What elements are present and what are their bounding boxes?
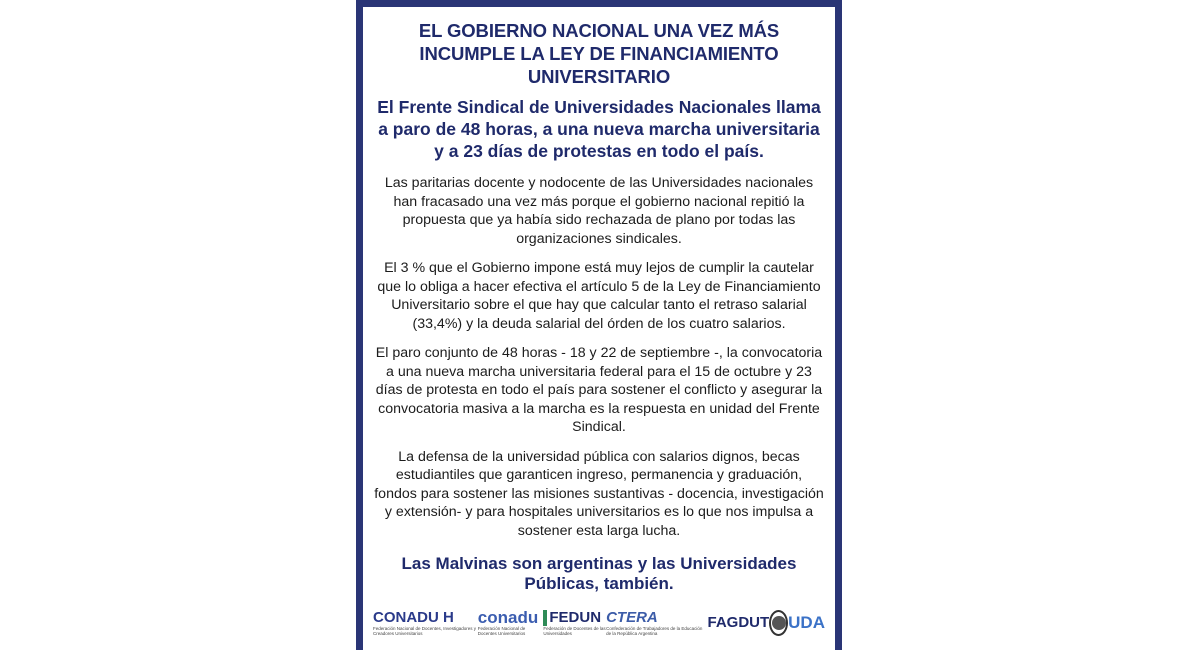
conadu-h-logo bbox=[373, 610, 478, 636]
conadu-h-logo-name: CONADU H bbox=[373, 609, 454, 626]
uda-logo bbox=[788, 615, 825, 631]
conadu-logo bbox=[478, 610, 544, 636]
fagdut-logo-name: FAGDUT bbox=[707, 614, 770, 631]
conadu-h-logo-sub: Federación Nacional de Docentes, Investigadores y Creadores Universitarios bbox=[373, 626, 477, 636]
uda-logo-name: UDA bbox=[788, 613, 825, 632]
poster-subtitle: El Frente Sindical de Universidades Nacionales llama a paro de 48 horas, a una nueva marcha universitaria y a 23 días de protestas en todo el país. bbox=[377, 97, 821, 161]
fedun-logo bbox=[543, 610, 606, 636]
conadu-logo-sub: Federación Nacional de Docentes Universitarios bbox=[477, 626, 526, 636]
conadu-logo-name: conadu bbox=[477, 608, 539, 627]
union-logos-row bbox=[363, 603, 835, 643]
ctera-logo-sub: Confederación de Trabajadores de la Educación de la República Argentina bbox=[606, 626, 703, 636]
poster-content bbox=[363, 7, 835, 594]
paragraph-defensa: La defensa de la universidad pública con salarios dignos, becas estudiantiles que garanticen ingreso, permanencia y graduación, fondos para sostener las misiones sustantivas - docencia, investigación y extensión- y para hospitales universitarios es lo que nos impulsa a sostener esta larga lucha. bbox=[374, 448, 824, 539]
fedun-logo-sub: Federación de Docentes de las Universidades bbox=[543, 626, 606, 636]
ctera-logo bbox=[606, 610, 707, 636]
closing-statement: Las Malvinas son argentinas y las Universidades Públicas, también. bbox=[401, 554, 797, 593]
seal-logo-center bbox=[772, 616, 786, 630]
poster-title: EL GOBIERNO NACIONAL UNA VEZ MÁS INCUMPLE LA LEY DE FINANCIAMIENTO UNIVERSITARIO bbox=[418, 20, 780, 87]
paragraph-cautelar: El 3 % que el Gobierno impone está muy lejos de cumplir la cautelar que lo obliga a hacer efectiva el artículo 5 de la Ley de Financiamiento Universitario sobre el que hay que calcular tanto el retraso salarial (33,4%) y la deuda salarial del órden de los cuatro salarios. bbox=[377, 260, 821, 332]
fagdut-logo bbox=[708, 615, 770, 631]
paragraph-paritarias: Las paritarias docente y nodocente de las Universidades nacionales han fracasado una vez más porque el gobierno nacional repitió la propuesta que ya había sido rechazada de plano por todas las organizaciones sindicales. bbox=[384, 175, 814, 247]
seal-logo-icon bbox=[769, 610, 788, 636]
paragraph-paro: El paro conjunto de 48 horas - 18 y 22 de septiembre -, la convocatoria a una nueva marcha universitaria federal para el 15 de octubre y 23 días de protesta en todo el país para sostener el conflicto y asegurar la convocatoria masiva a la marcha es la respuesta en unidad del Frente Sindical. bbox=[375, 345, 823, 435]
fedun-logo-name: FEDUN bbox=[543, 610, 601, 626]
announcement-poster bbox=[356, 0, 842, 650]
ctera-logo-name: CTERA bbox=[606, 609, 658, 626]
